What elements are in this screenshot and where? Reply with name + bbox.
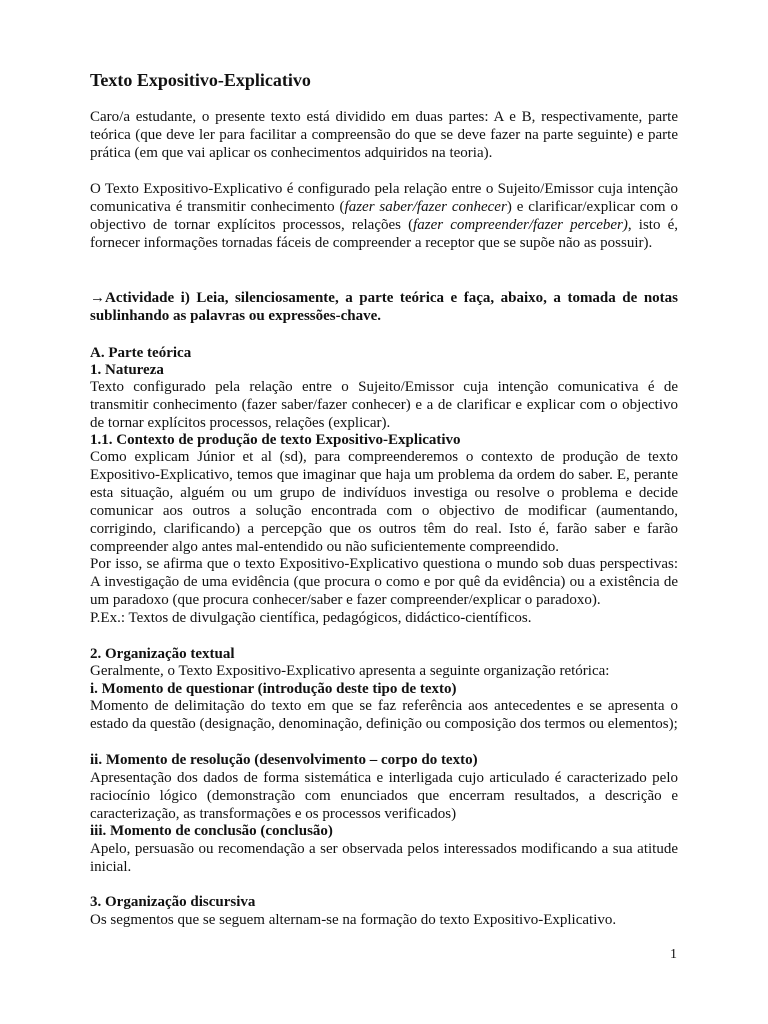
momento-resolucao-heading: ii. Momento de resolução (desenvolvimento – corpo do texto) bbox=[90, 752, 478, 768]
definition-text-1: O Texto Expositivo-Explicativo é configurado pela relação entre o Sujeito/Emissor cuja intenção comunicativa é transmitir conhecimento ( bbox=[90, 181, 678, 215]
organizacao-intro: Geralmente, o Texto Expositivo-Explicativo apresenta a seguinte organização retórica: bbox=[90, 663, 610, 679]
momento-questionar-text: Momento de delimitação do texto em que se faz referência aos antecedentes e se apresenta o estado da questão (designação, denominação, definição ou composição dos termos ou elementos); bbox=[90, 698, 678, 732]
definition-italic-2: fazer compreender/fazer perceber) bbox=[413, 217, 628, 233]
perspectivas-paragraph: Por isso, se afirma que o texto Expositivo-Explicativo questiona o mundo sob duas perspectivas: A investigação de uma evidência (que procura o como e por quê da evidência) ou a existência de um paradoxo (que procura conhecer/saber e fazer compreender/explicar o paradoxo). bbox=[90, 556, 678, 608]
definition-italic-1: fazer saber/fazer conhecer bbox=[344, 199, 507, 215]
discursiva-heading: 3. Organização discursiva bbox=[90, 894, 256, 910]
momento-conclusao-text: Apelo, persuasão ou recomendação a ser observada pelos interessados modificando a sua atitude inicial. bbox=[90, 841, 678, 875]
organizacao-heading: 2. Organização textual bbox=[90, 646, 235, 662]
contexto-paragraph: Como explicam Júnior et al (sd), para compreenderemos o contexto de produção de texto Expositivo-Explicativo, temos que imaginar que haja um problema da ordem do saber. E, perante esta situação, alguém ou um grupo de indivíduos investiga ou resolve o problema e decide comunicar aos outros a solução encontrada com o objectivo de modificar (aumentando, corrigindo, clarificando) a percepção que os outros têm do real. Isto é, farão saber e farão compreender algo antes mal-entendido ou não suficientemente compreendido. bbox=[90, 449, 678, 555]
definition-paragraph bbox=[90, 180, 678, 252]
page-number: 1 bbox=[670, 947, 677, 962]
definition-text-2: ) e clarificar/explicar com o objectivo de tornar explícitos processos, relações ( bbox=[90, 199, 678, 233]
contexto-heading: 1.1. Contexto de produção de texto Expositivo-Explicativo bbox=[90, 432, 461, 448]
activity-instruction: →Actividade i) Leia, silenciosamente, a parte teórica e faça, abaixo, a tomada de notas sublinhando as palavras ou expressões-chave. bbox=[90, 290, 678, 324]
natureza-heading: 1. Natureza bbox=[90, 362, 164, 378]
natureza-paragraph: Texto configurado pela relação entre o Sujeito/Emissor cuja intenção comunicativa é de transmitir conhecimento (fazer saber/fazer conhecer) e a de clarificar e explicar com o objectivo de tornar explícitos processos, relações (explicar). bbox=[90, 379, 678, 431]
momento-conclusao-heading: iii. Momento de conclusão (conclusão) bbox=[90, 823, 333, 839]
momento-questionar-heading: i. Momento de questionar (introdução deste tipo de texto) bbox=[90, 681, 457, 697]
exemplo-paragraph: P.Ex.: Textos de divulgação científica, pedagógicos, didáctico-científicos. bbox=[90, 610, 532, 626]
momento-resolucao-text: Apresentação dos dados de forma sistemática e interligada cujo articulado é caracterizado pelo raciocínio lógico (demonstração com enunciados que encerram resultados, a descrição e caracterização, as transformações e os processos verificados) bbox=[90, 770, 678, 822]
discursiva-text: Os segmentos que se seguem alternam-se na formação do texto Expositivo-Explicativo. bbox=[90, 912, 617, 928]
section-a-heading: A. Parte teórica bbox=[90, 345, 192, 361]
document-title: Texto Expositivo-Explicativo bbox=[90, 70, 311, 90]
intro-paragraph: Caro/a estudante, o presente texto está dividido em duas partes: A e B, respectivamente, parte teórica (que deve ler para facilitar a compreensão do que se deve fazer na parte seguinte) e parte prática (em que vai aplicar os conhecimentos adquiridos na teoria). bbox=[90, 109, 678, 161]
definition-text-3: , isto é, fornecer informações tornadas fáceis de compreender a receptor que se supõe não as possuir). bbox=[90, 217, 678, 251]
